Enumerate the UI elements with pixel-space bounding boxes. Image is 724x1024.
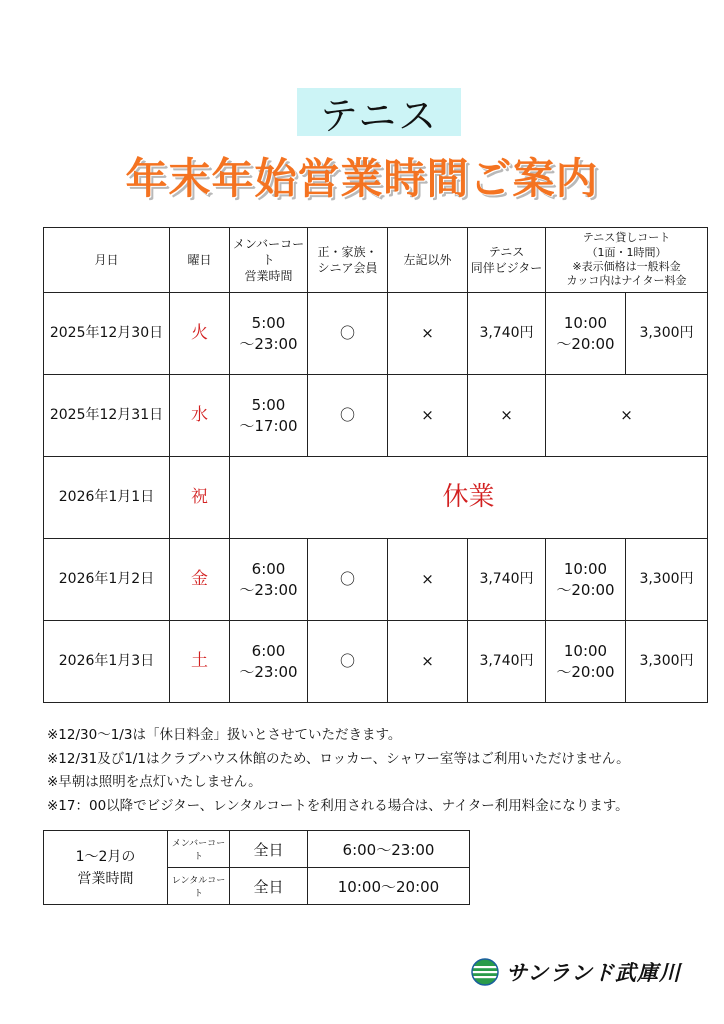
category-tag-text: テニス bbox=[319, 93, 439, 138]
row-visitor: 3,740円 bbox=[468, 621, 546, 703]
logo-emblem-icon bbox=[470, 957, 500, 987]
row-rental-hours: 10:00 ～20:00 bbox=[546, 293, 626, 375]
winter-label: 1～2月の 営業時間 bbox=[44, 831, 168, 905]
row-other: × bbox=[388, 539, 468, 621]
table-row bbox=[44, 621, 708, 703]
note-line: ※12/30～1/3は「休日料金」扱いとさせていただきます。 bbox=[47, 727, 402, 743]
row-visitor: × bbox=[468, 375, 546, 457]
row-hours: 6:00 ～23:00 bbox=[230, 621, 308, 703]
row-rental: × bbox=[546, 375, 708, 457]
row-closed: 休業 bbox=[230, 457, 708, 539]
hours-value: 10:00～20:00 bbox=[308, 868, 470, 905]
court-type: レンタルコート bbox=[168, 868, 230, 905]
winter-hours-table bbox=[43, 830, 470, 905]
court-type: メンバーコート bbox=[168, 831, 230, 868]
header-visitor: テニス 同伴ビジター bbox=[468, 228, 546, 293]
row-rental-hours: 10:00 ～20:00 bbox=[546, 621, 626, 703]
row-other: × bbox=[388, 375, 468, 457]
table-row bbox=[44, 293, 708, 375]
row-hours: 6:00 ～23:00 bbox=[230, 539, 308, 621]
row-visitor: 3,740円 bbox=[468, 293, 546, 375]
row-date: 2026年1月2日 bbox=[44, 539, 170, 621]
row-regular: 〇 bbox=[308, 539, 388, 621]
schedule-table bbox=[43, 227, 708, 703]
note-line: ※12/31及び1/1はクラブハウス休館のため、ロッカー、シャワー室等はご利用いただけません。 bbox=[47, 750, 630, 767]
page-title: 年末年始営業時間ご案内 bbox=[125, 154, 599, 203]
row-dow: 祝 bbox=[170, 457, 230, 539]
row-dow: 金 bbox=[170, 539, 230, 621]
header-dow: 曜日 bbox=[170, 228, 230, 293]
row-rental-hours: 10:00 ～20:00 bbox=[546, 539, 626, 621]
table-row bbox=[44, 457, 708, 539]
category-tag bbox=[297, 88, 461, 136]
row-date: 2025年12月31日 bbox=[44, 375, 170, 457]
row-rental-price: 3,300円 bbox=[626, 293, 708, 375]
row-dow: 火 bbox=[170, 293, 230, 375]
row-regular: 〇 bbox=[308, 621, 388, 703]
brand-logo bbox=[470, 957, 681, 987]
row-visitor: 3,740円 bbox=[468, 539, 546, 621]
logo-text: サンランド武庫川 bbox=[506, 961, 681, 985]
notes-section bbox=[47, 724, 630, 818]
row-regular: 〇 bbox=[308, 375, 388, 457]
row-hours: 5:00 ～17:00 bbox=[230, 375, 308, 457]
table-row bbox=[44, 831, 470, 868]
row-date: 2025年12月30日 bbox=[44, 293, 170, 375]
row-hours: 5:00 ～23:00 bbox=[230, 293, 308, 375]
row-other: × bbox=[388, 293, 468, 375]
header-member-hours: メンバーコート 営業時間 bbox=[230, 228, 308, 293]
day-type: 全日 bbox=[230, 831, 308, 868]
hours-value: 6:00～23:00 bbox=[308, 831, 470, 868]
row-dow: 土 bbox=[170, 621, 230, 703]
row-rental-price: 3,300円 bbox=[626, 539, 708, 621]
row-rental-price: 3,300円 bbox=[626, 621, 708, 703]
note-line: ※早朝は照明を点灯いたしません。 bbox=[47, 774, 262, 790]
table-row bbox=[44, 375, 708, 457]
row-date: 2026年1月1日 bbox=[44, 457, 170, 539]
header-rental: テニス貸しコート （1面・1時間） ※表示価格は一般料金 カッコ内はナイター料金 bbox=[546, 228, 708, 293]
table-header-row bbox=[44, 228, 708, 293]
row-dow: 水 bbox=[170, 375, 230, 457]
note-line: ※17：00以降でビジター、レンタルコートを利用される場合は、ナイター利用料金になります。 bbox=[47, 797, 629, 814]
header-other: 左記以外 bbox=[388, 228, 468, 293]
header-date: 月日 bbox=[44, 228, 170, 293]
row-regular: 〇 bbox=[308, 293, 388, 375]
table-row bbox=[44, 539, 708, 621]
header-regular-member: 正・家族・ シニア会員 bbox=[308, 228, 388, 293]
row-date: 2026年1月3日 bbox=[44, 621, 170, 703]
day-type: 全日 bbox=[230, 868, 308, 905]
row-other: × bbox=[388, 621, 468, 703]
